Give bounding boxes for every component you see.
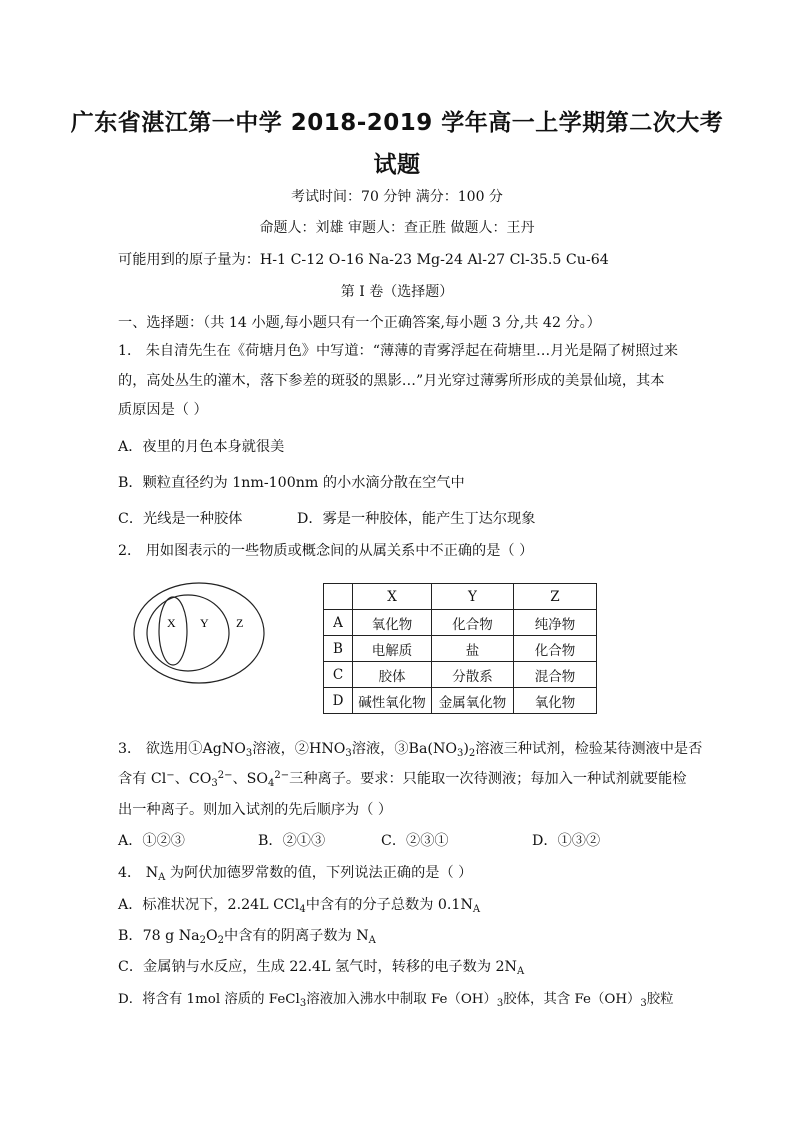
table-header-cell: Y [432, 584, 514, 610]
exam-title-line1: 广东省湛江第一中学 2018-2019 学年高一上学期第二次大考 [70, 110, 724, 136]
venn-circle-x [159, 597, 187, 665]
table-cell: 胶体 [353, 662, 432, 688]
table-header-cell: Z [514, 584, 597, 610]
table-cell: 化合物 [514, 636, 597, 662]
table-header-cell [324, 584, 353, 610]
q3-text: 三种离子。要求：只能取一次待测液；每加入一种试剂就要能检 [289, 771, 687, 787]
q4-option-d [118, 988, 683, 1009]
table-row [324, 636, 597, 662]
q4-text: A．标准状况下，2.24L CCl [118, 897, 300, 913]
q4-stem [118, 862, 683, 883]
q3-subscript: 3 [245, 748, 253, 759]
q2-stem: 2． 用如图表示的一些物质或概念间的从属关系中不正确的是（ ） [118, 543, 534, 559]
part-title: 第 I 卷（选择题） [340, 284, 454, 300]
table-cell: 电解质 [353, 636, 432, 662]
q3-option-b: B．②①③ [258, 833, 326, 849]
q4-text: B．78 g Na [118, 928, 200, 944]
table-cell: 盐 [432, 636, 514, 662]
q3-superscript: 2− [274, 770, 290, 781]
q3-text: 、CO [174, 771, 212, 787]
table-cell: 纯净物 [514, 610, 597, 636]
q4-subscript: 4 [299, 904, 306, 915]
table-cell: A [324, 610, 353, 636]
q3-text: 溶液三种试剂，检验某待测液中是否 [475, 741, 703, 757]
q3-text: 3． 欲选用①AgNO [118, 741, 246, 757]
q4-text: C．金属钠与水反应，生成 22.4L 氢气时，转移的电子数为 2N [118, 959, 517, 975]
q4-text: D．将含有 1mol 溶质的 FeCl [118, 992, 300, 1007]
venn-label-z: Z [236, 616, 244, 630]
q4-subscript: A [368, 935, 376, 946]
exam-authors: 命题人：刘雄 审题人：查正胜 做题人：王丹 [259, 220, 535, 236]
venn-label-x: X [167, 616, 176, 630]
q4-text: 溶液加入沸水中制取 Fe（OH） [306, 992, 497, 1007]
q4-option-b [118, 925, 683, 946]
q3-subscript: 4 [268, 778, 275, 789]
section-instructions: 一、选择题：（共 14 小题,每小题只有一个正确答案,每小题 3 分,共 42 分。） [118, 315, 601, 331]
q4-text: 为阿伏加德罗常数的值，下列说法正确的是（ ） [165, 865, 473, 881]
venn-circle-z [134, 583, 264, 683]
table-header-row [324, 584, 597, 610]
q3-subscript: 3 [457, 748, 464, 759]
table-cell: 氧化物 [353, 610, 432, 636]
q1-stem: 1． 朱自清先生在《荷塘月色》中写道：“薄薄的青雾浮起在荷塘里…月光是隔了树照过来的，高处丛生的灌木，落下参差的斑驳的黑影…”月光穿过薄雾所形成的美景仙境，其本质原因是（ ） [118, 343, 678, 418]
table-cell: 氧化物 [514, 688, 597, 714]
atomic-masses: 可能用到的原子量为：H-1 C-12 O-16 Na-23 Mg-24 Al-27 Cl-35.5 Cu-64 [118, 252, 609, 268]
q1-option-c: C．光线是一种胶体 [118, 511, 243, 527]
q3-option-d: D．①③② [532, 833, 601, 849]
q4-subscript: A [516, 966, 525, 977]
q4-subscript: A [472, 904, 481, 915]
q4-text: 胶体，其含 Fe（OH） [503, 992, 641, 1007]
table-row [324, 610, 597, 636]
exam-title-line2: 试题 [373, 152, 421, 178]
q4-subscript: 3 [640, 998, 647, 1009]
exam-info: 考试时间：70 分钟 满分：100 分 [291, 189, 503, 205]
table-cell: 金属氧化物 [432, 688, 514, 714]
q1-option-d: D．雾是一种胶体，能产生丁达尔现象 [297, 511, 536, 527]
q2-venn-diagram [130, 580, 270, 690]
table-cell: B [324, 636, 353, 662]
table-cell: D [324, 688, 353, 714]
table-cell: 分散系 [432, 662, 514, 688]
q3-text: 溶液，③Ba(NO [351, 741, 457, 757]
q4-subscript: 2 [217, 935, 225, 946]
q4-option-a [118, 894, 683, 915]
q4-text: 中含有的分子总数为 0.1N [305, 897, 473, 913]
venn-label-y: Y [200, 616, 209, 630]
table-cell: C [324, 662, 353, 688]
q3-subscript: 3 [345, 748, 352, 759]
q4-text: 胶粒 [646, 992, 674, 1007]
q3-subscript: 3 [211, 778, 218, 789]
q3-subscript: 2 [468, 748, 476, 759]
q3-text: 含有 Cl [118, 771, 167, 787]
table-cell: 化合物 [432, 610, 514, 636]
q4-text: O [206, 928, 218, 944]
q4-text: 中含有的阴离子数为 N [224, 928, 369, 944]
q3-line2 [118, 768, 687, 789]
table-row [324, 688, 597, 714]
q3-text: 、SO [232, 771, 269, 787]
q3-option-c: C．②③① [381, 833, 449, 849]
q3-text: 溶液，②HNO [252, 741, 346, 757]
q3-line3: 出一种离子。则加入试剂的先后顺序为（ ） [118, 802, 393, 818]
q1-option-b: B．颗粒直径约为 1nm-100nm 的小水滴分散在空气中 [118, 475, 465, 491]
q4-text: 4． N [118, 865, 159, 881]
table-header-cell: X [353, 584, 432, 610]
q4-subscript: 3 [299, 998, 307, 1009]
q3-option-a: A．①②③ [118, 833, 185, 849]
q2-options-table [323, 583, 597, 714]
q4-subscript: 2 [199, 935, 207, 946]
q3-line1: 3． 欲选用①AgNO$_3$溶液，$②HNO_3$溶液，$③Ba(NO_3)_2$溶液三种试剂，检验某待测液中是否 [118, 741, 703, 759]
q1-option-a: A．夜里的月色本身就很美 [118, 439, 285, 455]
q4-option-c [118, 956, 683, 977]
q3-superscript: 2− [217, 770, 233, 781]
table-cell: 混合物 [514, 662, 597, 688]
q4-subscript: A [158, 872, 166, 883]
q4-subscript: 3 [496, 998, 504, 1009]
table-cell: 碱性氧化物 [353, 688, 432, 714]
table-row [324, 662, 597, 688]
q3-superscript: − [166, 770, 175, 781]
